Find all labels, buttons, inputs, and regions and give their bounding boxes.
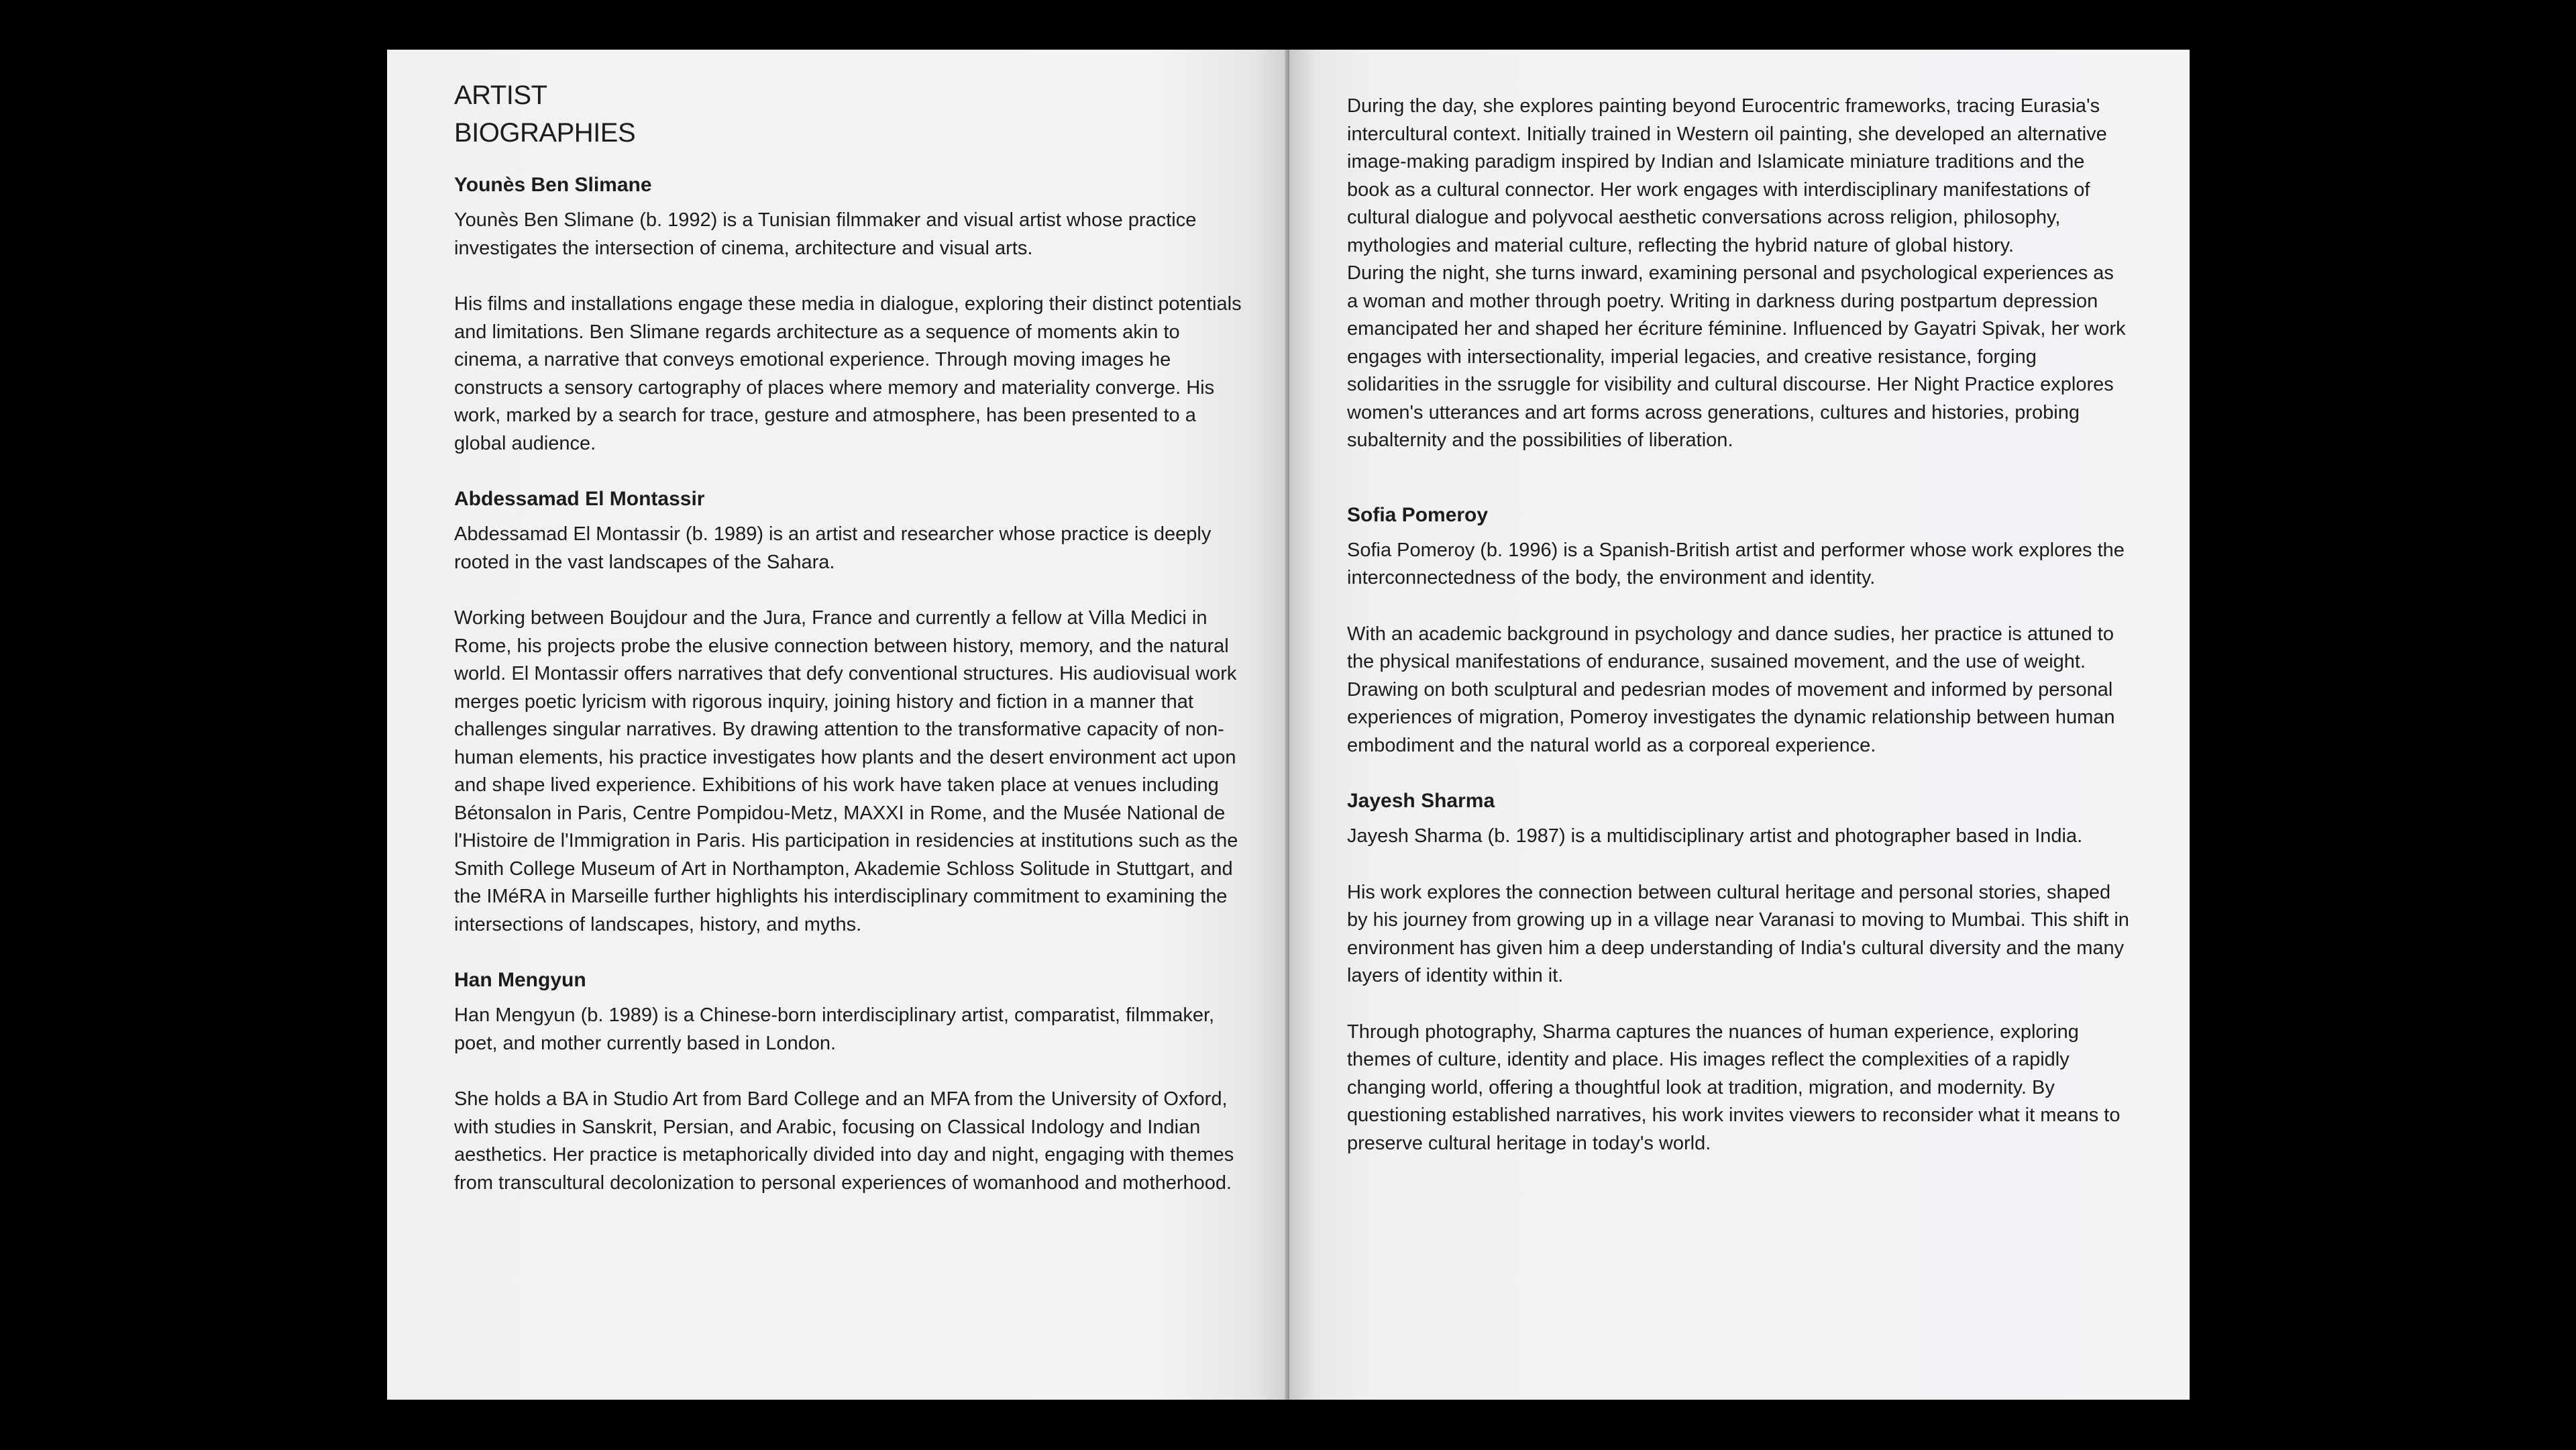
bio-paragraph: Through photography, Sharma captures the nuances of human experience, exploring themes of culture, identity and place. His images reflect the complexities of a rapidly changing world, offering a thoughtful look at tradition, migration, and modernity. By questioning established narratives, his work invites viewers to reconsider what it means to preserve cultural heritage in today's world. [1347, 1021, 2121, 1154]
artist-name: Younès Ben Slimane [454, 174, 652, 196]
artist-name: Abdessamad El Montassir [454, 488, 705, 510]
bio-paragraph: His films and installations engage these media in dialogue, exploring their distinct potentials and limitations. Ben Slimane regards architecture as a sequence of moments akin to cinema, a narrative that conveys emotional experience. Through moving images he constructs a sensory cartography of places where memory and materiality converge. His work, marked by a search for trace, gesture and atmosphere, has been presented to a global audience. [454, 293, 1242, 454]
left-page [387, 50, 1289, 1400]
artist-bio-ben-slimane [454, 172, 1242, 458]
artist-name: Han Mengyun [454, 969, 586, 991]
han-mengyun-continuation [1347, 93, 2129, 455]
bio-paragraph: She holds a BA in Studio Art from Bard College and an MFA from the University of Oxford, with studies in Sanskrit, Persian, and Arabic, focusing on Classical Indology and Indian aesthetics. Her practice is metaphorically divided into day and night, engaging with themes from transcultural decolonization to personal experiences of womanhood and motherhood. [454, 1088, 1234, 1194]
bio-paragraph: During the night, she turns inward, examining personal and psychological experiences as a woman and mother through poetry. Writing in darkness during postpartum depression emancipated her and shaped her écriture féminine. Influenced by Gayatri Spivak, her work engages with intersectionality, imperial legacies, and creative resistance, forging solidarities in the ssruggle for visibility and cultural discourse. Her Night Practice explores women's utterances and art forms across generations, cultures and histories, probing subalternity and the possibilities of liberation. [1347, 262, 2126, 451]
bio-paragraph: Younès Ben Slimane (b. 1992) is a Tunisian filmmaker and visual artist whose practice investigates the intersection of cinema, architecture and visual arts. [454, 209, 1197, 259]
bio-paragraph: Working between Boujdour and the Jura, France and currently a fellow at Villa Medici in Rome, his projects probe the elusive connection between history, memory, and the natural world. El Montassir offers narratives that defy conventional structures. His audiovisual work merges poetic lyricism with rigorous inquiry, joining history and fiction in a manner that challenges singular narratives. By drawing attention to the transformative capacity of non-human elements, his practice investigates how plants and the desert environment act upon and shape lived experience. Exhibitions of his work have taken place at venues including Bétonsalon in Paris, Centre Pompidou-Metz, MAXXI in Rome, and the Musée National de l'Histoire de l'Immigration in Paris. His participation in residencies at institutions such as the Smith College Museum of Art in Northampton, Akademie Schloss Solitude in Stuttgart, and the IMéRA in Marseille further highlights his interdisciplinary commitment to examining the intersections of landscapes, history, and myths. [454, 607, 1238, 935]
bio-paragraph: With an academic background in psychology and dance sudies, her practice is attuned to the physical manifestations of endurance, susained movement, and the use of weight. Drawing on both sculptural and pedesrian modes of movement and informed by personal experiences of migration, Pomeroy investigates the dynamic relationship between human embodiment and the natural world as a corporeal experience. [1347, 623, 2115, 756]
bio-paragraph: Abdessamad El Montassir (b. 1989) is an artist and researcher whose practice is deeply rooted in the vast landscapes of the Sahara. [454, 523, 1212, 573]
bio-paragraph: Han Mengyun (b. 1989) is a Chinese-born interdisciplinary artist, comparatist, filmmaker, poet, and mother currently based in London. [454, 1004, 1215, 1054]
right-page [1289, 50, 2190, 1400]
artist-bio-han-mengyun [454, 967, 1242, 1197]
page-heading: ARTIST BIOGRAPHIES [454, 81, 636, 148]
artist-bio-sofia-pomeroy [1347, 502, 2129, 760]
bio-paragraph: Jayesh Sharma (b. 1987) is a multidisciplinary artist and photographer based in India. [1347, 825, 2083, 847]
bio-paragraph: His work explores the connection between cultural heritage and personal stories, shaped by his journey from growing up in a village near Varanasi to moving to Mumbai. This shift in environment has given him a deep understanding of India's cultural diversity and the many layers of identity within it. [1347, 881, 2129, 986]
artist-name: Jayesh Sharma [1347, 790, 1495, 812]
artist-bio-jayesh-sharma [1347, 788, 2129, 1157]
bio-paragraph: During the day, she explores painting beyond Eurocentric frameworks, tracing Eurasia's intercultural context. Initially trained in Western oil painting, she developed an alternative image-making paradigm inspired by Indian and Islamicate miniature traditions and the book as a cultural connector. Her work engages with interdisciplinary manifestations of cultural dialogue and polyvocal aesthetic conversations across religion, philosophy, mythologies and material culture, reflecting the hybrid nature of global history. [1347, 95, 2107, 256]
bio-paragraph: Sofia Pomeroy (b. 1996) is a Spanish-British artist and performer whose work explores the interconnectedness of the body, the environment and identity. [1347, 539, 2125, 588]
artist-bio-el-montassir [454, 486, 1242, 939]
artist-name: Sofia Pomeroy [1347, 503, 1489, 526]
